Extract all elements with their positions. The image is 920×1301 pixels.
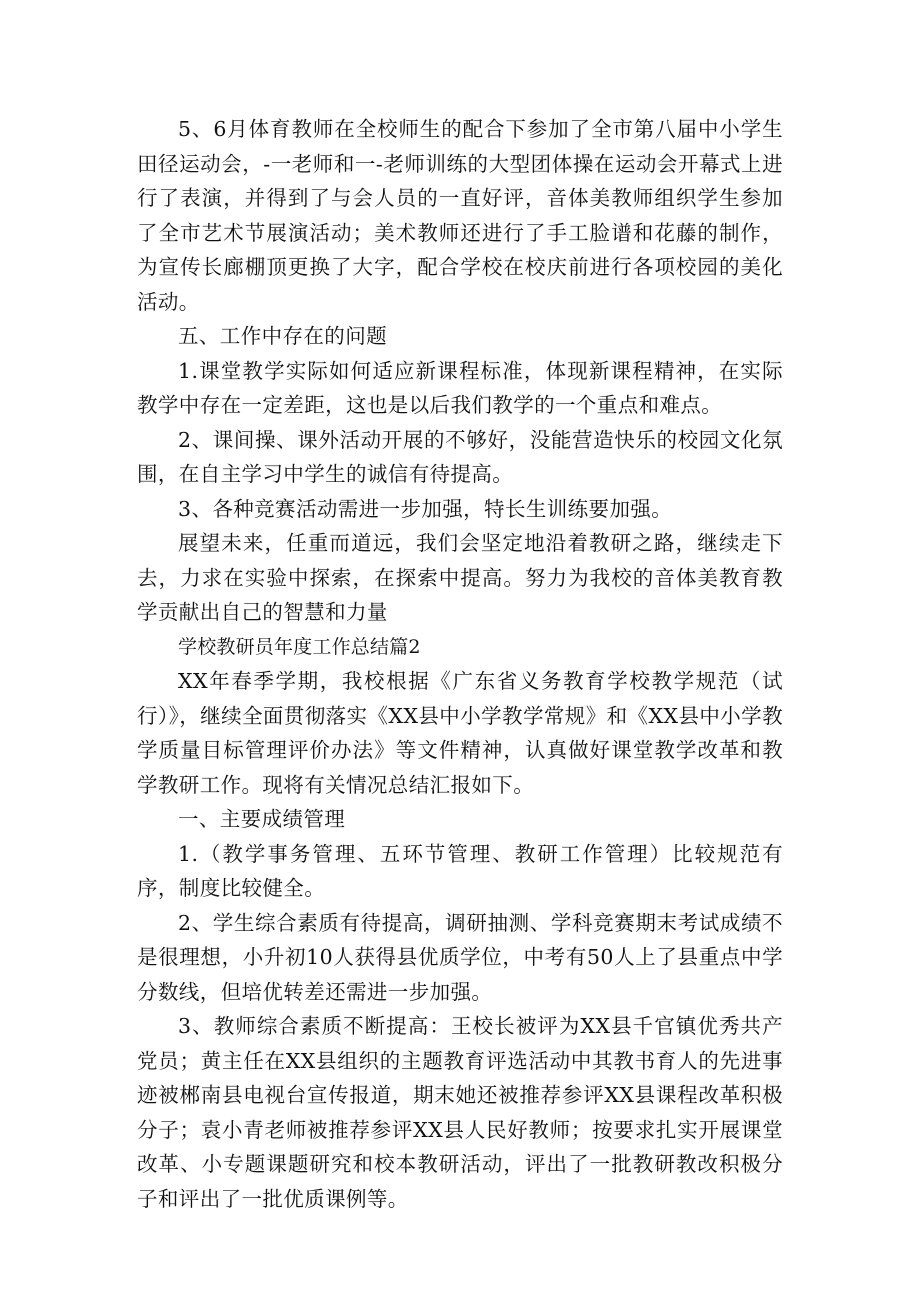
paragraph-achievement-2: 2、学生综合素质有待提高，调研抽测、学科竞赛期末考试成绩不是很理想，小升初10人获得县优质学位，中考有50人上了县重点中学分数线，但培优转差还需进一步加强。 (137, 910, 783, 1004)
document-body (137, 112, 783, 1216)
paragraph-outlook: 展望未来，任重而道远，我们会坚定地沿着教研之路，继续走下去，力求在实验中探索，在探索中提高。努力为我校的音体美教育教学贡献出自己的智慧和力量 (137, 531, 783, 624)
paragraph-achievement-3: 3、教师综合素质不断提高：王校长被评为XX县千官镇优秀共产党员；黄主任在XX县组织的主题教育评选活动中其教书育人的先进事迹被郴南县电视台宣传报道，期末她还被推荐参评XX县课程改革积极分子；袁小青老师被推荐参评XX县人民好教师；按要求扎实开展课堂改革、小专题课题研究和校本教研活动，评出了一批教研教改积极分子和评出了一批优质课例等。 (137, 1014, 783, 1211)
paragraph-intro-2: XX年春季学期，我校根据《广东省义务教育学校教学规范（试行）》，继续全面贯彻落实《XX县中小学教学常规》和《XX县中小学教学质量目标管理评价办法》等文件精神，认真做好课堂教学改革和教学教研工作。现将有关情况总结汇报如下。 (137, 669, 783, 797)
paragraph-problem-1: 1.课堂教学实际如何适应新课程标准，体现新课程精神，在实际教学中存在一定差距，这也是以后我们教学的一个重点和难点。 (137, 358, 783, 417)
paragraph-achievement-1: 1.（教学事务管理、五环节管理、教研工作管理）比较规范有序，制度比较健全。 (137, 841, 783, 900)
paragraph-problem-3: 3、各种竞赛活动需进一步加强，特长生训练要加强。 (178, 496, 673, 521)
paragraph-problem-2: 2、课间操、课外活动开展的不够好，没能营造快乐的校园文化氛围，在自主学习中学生的诚信有待提高。 (137, 427, 783, 486)
paragraph-sports-meet: 5、6月体育教师在全校师生的配合下参加了全市第八届中小学生田径运动会，-一老师和一-老师训练的大型团体操在运动会开幕式上进行了表演，并得到了与会人员的一直好评，音体美教师组织学生参加了全市艺术节展演活动；美术教师还进行了手工脸谱和花藤的制作，为宣传长廊棚顶更换了大字，配合学校在校庆前进行各项校园的美化活动。 (137, 117, 783, 314)
section-heading-achievements: 一、主要成绩管理 (178, 807, 346, 831)
article-title-2: 学校教研员年度工作总结篇2 (178, 635, 421, 658)
section-heading-problems: 五、工作中存在的问题 (178, 324, 387, 348)
